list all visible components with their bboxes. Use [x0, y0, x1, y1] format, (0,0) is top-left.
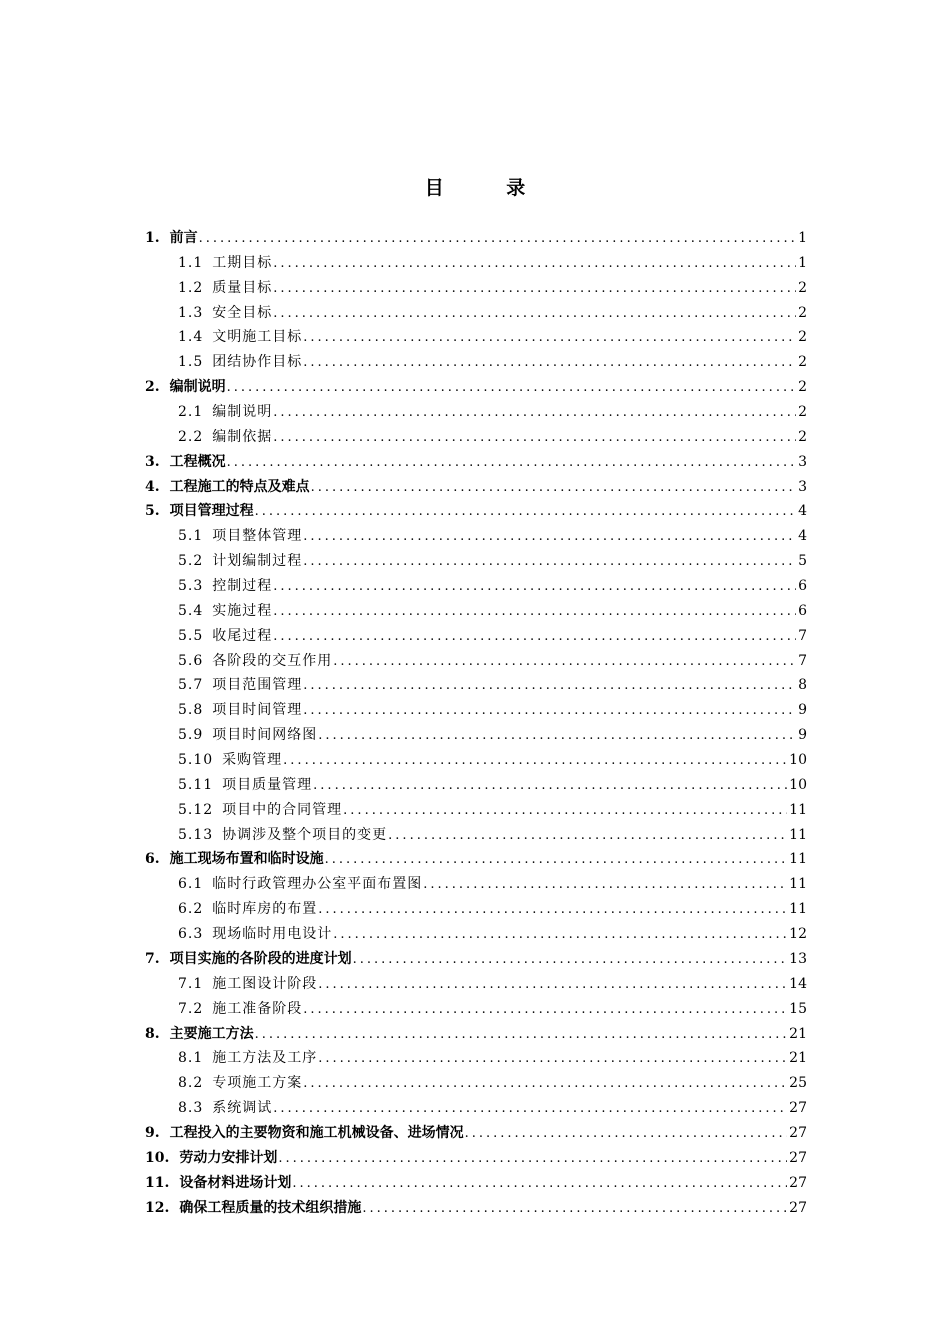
toc-entry-number: 8. — [145, 1025, 160, 1042]
toc-entry-section[interactable] — [145, 997, 807, 1022]
toc-entry-number: 3. — [145, 453, 160, 470]
toc-entry-section[interactable] — [145, 400, 807, 425]
toc-dot-leader — [273, 1097, 787, 1121]
toc-entry-section[interactable] — [145, 301, 807, 326]
toc-entry-chapter[interactable] — [145, 475, 807, 500]
toc-entry-title: 施工图设计阶段 — [212, 975, 318, 992]
toc-entry-title: 设备材料进场计划 — [179, 1174, 292, 1191]
toc-entry-title: 项目整体管理 — [212, 528, 303, 545]
toc-entry-title: 文明施工目标 — [212, 329, 303, 346]
toc-entry-title: 劳动力安排计划 — [179, 1149, 278, 1166]
toc-dot-leader — [303, 326, 796, 350]
toc-entry-title: 各阶段的交互作用 — [212, 652, 333, 669]
toc-entry-title: 团结协作目标 — [212, 354, 303, 371]
toc-entry-page-number: 2 — [798, 379, 807, 396]
toc-entry-section[interactable] — [145, 251, 807, 276]
toc-dot-leader — [325, 848, 788, 872]
toc-entry-section[interactable] — [145, 574, 807, 599]
toc-entry-page-number: 2 — [798, 354, 807, 371]
toc-entry-title: 编制依据 — [212, 428, 273, 445]
toc-dot-leader — [273, 600, 796, 624]
toc-dot-leader — [465, 1122, 788, 1146]
toc-entry-number: 5. — [145, 503, 160, 520]
toc-entry-chapter[interactable] — [145, 375, 807, 400]
toc-entry-title: 施工方法及工序 — [212, 1050, 318, 1067]
toc-dot-leader — [423, 873, 787, 897]
toc-entry-number: 5.12 — [178, 801, 214, 818]
toc-entry-section[interactable] — [145, 425, 807, 450]
toc-entry-page-number: 15 — [789, 1000, 807, 1017]
toc-entry-section[interactable] — [145, 524, 807, 549]
toc-entry-page-number: 11 — [789, 851, 807, 868]
toc-entry-title: 项目中的合同管理 — [222, 801, 343, 818]
toc-entry-number: 6. — [145, 851, 160, 868]
toc-dot-leader — [255, 1023, 788, 1047]
toc-dot-leader — [255, 500, 796, 524]
toc-entry-number: 5.13 — [178, 826, 214, 843]
toc-dot-leader — [388, 824, 787, 848]
toc-entry-title: 计划编制过程 — [212, 553, 303, 570]
toc-dot-leader — [303, 674, 796, 698]
toc-entry-number: 8.2 — [178, 1075, 204, 1092]
toc-entry-page-number: 2 — [798, 279, 807, 296]
toc-entry-number: 5.1 — [178, 528, 204, 545]
toc-entry-title: 临时库房的布置 — [212, 901, 318, 918]
toc-entry-section[interactable] — [145, 798, 807, 823]
toc-entry-number: 5.2 — [178, 553, 204, 570]
toc-entry-title: 确保工程质量的技术组织措施 — [179, 1199, 362, 1216]
toc-entry-section[interactable] — [145, 748, 807, 773]
toc-entry-section[interactable] — [145, 922, 807, 947]
toc-entry-title: 现场临时用电设计 — [212, 926, 333, 943]
table-of-contents — [145, 226, 807, 1220]
toc-entry-page-number: 2 — [798, 428, 807, 445]
toc-entry-number: 7.1 — [178, 975, 204, 992]
toc-entry-page-number: 11 — [789, 801, 807, 818]
toc-entry-page-number: 9 — [798, 702, 807, 719]
toc-entry-chapter[interactable] — [145, 1171, 807, 1196]
toc-entry-title: 安全目标 — [212, 304, 273, 321]
toc-dot-leader — [303, 550, 796, 574]
toc-entry-page-number: 9 — [798, 727, 807, 744]
toc-entry-number: 8.1 — [178, 1050, 204, 1067]
toc-entry-page-number: 27 — [789, 1149, 807, 1166]
toc-entry-number: 2.1 — [178, 404, 204, 421]
toc-entry-chapter[interactable] — [145, 1196, 807, 1221]
toc-entry-number: 2. — [145, 379, 160, 396]
toc-entry-title: 项目管理过程 — [169, 503, 254, 520]
toc-entry-number: 5.11 — [178, 776, 214, 793]
toc-entry-page-number: 3 — [798, 453, 807, 470]
toc-dot-leader — [318, 1047, 787, 1071]
toc-entry-number: 6.3 — [178, 926, 204, 943]
toc-entry-title: 控制过程 — [212, 578, 273, 595]
toc-entry-page-number: 10 — [789, 752, 807, 769]
toc-entry-page-number: 14 — [789, 975, 807, 992]
toc-entry-page-number: 7 — [798, 652, 807, 669]
toc-entry-chapter[interactable] — [145, 226, 807, 251]
toc-entry-number: 1.1 — [178, 254, 204, 271]
toc-entry-title: 项目实施的各阶段的进度计划 — [169, 950, 352, 967]
toc-entry-number: 5.7 — [178, 677, 204, 694]
toc-dot-leader — [303, 1072, 787, 1096]
toc-entry-page-number: 1 — [798, 230, 807, 246]
toc-entry-number: 11. — [145, 1174, 170, 1191]
toc-dot-leader — [292, 1172, 787, 1196]
toc-entry-page-number: 4 — [798, 528, 807, 545]
toc-entry-section[interactable] — [145, 1096, 807, 1121]
toc-entry-section[interactable] — [145, 549, 807, 574]
toc-entry-title: 项目质量管理 — [222, 776, 313, 793]
toc-dot-leader — [311, 476, 796, 500]
toc-entry-section[interactable] — [145, 350, 807, 375]
toc-entry-chapter[interactable] — [145, 450, 807, 475]
toc-entry-number: 6.2 — [178, 901, 204, 918]
toc-entry-chapter[interactable] — [145, 847, 807, 872]
toc-entry-page-number: 21 — [789, 1025, 807, 1042]
toc-dot-leader — [273, 575, 796, 599]
toc-entry-page-number: 7 — [798, 627, 807, 644]
toc-entry-section[interactable] — [145, 897, 807, 922]
toc-entry-number: 5.5 — [178, 627, 204, 644]
toc-entry-number: 5.4 — [178, 602, 204, 619]
toc-dot-leader — [273, 401, 796, 425]
toc-entry-section[interactable] — [145, 823, 807, 848]
toc-entry-title: 收尾过程 — [212, 627, 273, 644]
toc-dot-leader — [273, 426, 796, 450]
toc-entry-number: 7.2 — [178, 1000, 204, 1017]
toc-dot-leader — [318, 724, 796, 748]
toc-entry-title: 项目时间管理 — [212, 702, 303, 719]
toc-entry-section[interactable] — [145, 649, 807, 674]
toc-entry-page-number: 2 — [798, 329, 807, 346]
toc-entry-section[interactable] — [145, 872, 807, 897]
toc-entry-title: 施工现场布置和临时设施 — [169, 851, 324, 868]
toc-entry-page-number: 10 — [789, 776, 807, 793]
toc-entry-title: 主要施工方法 — [169, 1025, 254, 1042]
toc-entry-chapter[interactable] — [145, 499, 807, 524]
toc-entry-page-number: 13 — [789, 950, 807, 967]
toc-entry-title: 项目范围管理 — [212, 677, 303, 694]
toc-entry-title: 编制说明 — [169, 379, 226, 396]
toc-entry-number: 5.8 — [178, 702, 204, 719]
toc-entry-page-number: 2 — [798, 404, 807, 421]
toc-dot-leader — [303, 525, 796, 549]
toc-entry-chapter[interactable] — [145, 1121, 807, 1146]
toc-entry-section[interactable] — [145, 1046, 807, 1071]
toc-dot-leader — [303, 699, 796, 723]
toc-entry-number: 1.3 — [178, 304, 204, 321]
toc-entry-number: 5.6 — [178, 652, 204, 669]
toc-entry-title: 采购管理 — [222, 752, 283, 769]
toc-entry-number: 6.1 — [178, 876, 204, 893]
toc-entry-section[interactable] — [145, 773, 807, 798]
toc-dot-leader — [303, 998, 787, 1022]
toc-entry-page-number: 27 — [789, 1199, 807, 1216]
toc-entry-page-number: 5 — [798, 553, 807, 570]
toc-entry-number: 12. — [145, 1199, 170, 1216]
toc-entry-page-number: 11 — [789, 826, 807, 843]
toc-entry-page-number: 25 — [789, 1075, 807, 1092]
toc-entry-section[interactable] — [145, 1071, 807, 1096]
toc-entry-number: 5.10 — [178, 752, 214, 769]
toc-dot-leader — [333, 650, 796, 674]
toc-entry-section[interactable] — [145, 698, 807, 723]
toc-entry-number: 9. — [145, 1124, 160, 1141]
toc-entry-page-number: 6 — [798, 578, 807, 595]
toc-entry-title: 协调涉及整个项目的变更 — [222, 826, 388, 843]
toc-entry-number: 5.9 — [178, 727, 204, 744]
toc-entry-section[interactable] — [145, 276, 807, 301]
toc-entry-title: 工程施工的特点及难点 — [169, 478, 310, 495]
toc-entry-number: 1.4 — [178, 329, 204, 346]
toc-entry-page-number: 12 — [789, 926, 807, 943]
toc-entry-chapter[interactable] — [145, 1146, 807, 1171]
toc-dot-leader — [273, 277, 796, 301]
toc-entry-section[interactable] — [145, 599, 807, 624]
toc-entry-title: 施工准备阶段 — [212, 1000, 303, 1017]
toc-dot-leader — [283, 749, 787, 773]
toc-entry-section[interactable] — [145, 325, 807, 350]
toc-dot-leader — [313, 774, 787, 798]
toc-entry-page-number: 3 — [798, 478, 807, 495]
toc-entry-number: 1.5 — [178, 354, 204, 371]
toc-dot-leader — [273, 625, 796, 649]
toc-entry-title: 工期目标 — [212, 254, 273, 271]
toc-entry-page-number: 27 — [789, 1174, 807, 1191]
toc-dot-leader — [273, 252, 796, 276]
toc-entry-page-number: 11 — [789, 876, 807, 893]
toc-entry-title: 工程投入的主要物资和施工机械设备、进场情况 — [169, 1124, 464, 1141]
toc-dot-leader — [353, 948, 788, 972]
toc-dot-leader — [318, 973, 787, 997]
toc-entry-number: 8.3 — [178, 1100, 204, 1117]
toc-entry-page-number: 27 — [789, 1100, 807, 1117]
toc-entry-title: 项目时间网络图 — [212, 727, 318, 744]
toc-dot-leader — [227, 451, 796, 475]
toc-entry-title: 系统调试 — [212, 1100, 273, 1117]
toc-entry-chapter[interactable] — [145, 1022, 807, 1047]
toc-entry-number: 7. — [145, 950, 160, 967]
toc-dot-leader — [343, 799, 787, 823]
toc-entry-section[interactable] — [145, 972, 807, 997]
toc-entry-number: 1.2 — [178, 279, 204, 296]
toc-title: 目 录 — [424, 177, 554, 199]
toc-entry-title: 质量目标 — [212, 279, 273, 296]
toc-dot-leader — [362, 1197, 787, 1221]
toc-entry-page-number: 2 — [798, 304, 807, 321]
toc-dot-leader — [199, 227, 796, 251]
toc-entry-title: 前言 — [169, 230, 198, 246]
toc-entry-page-number: 8 — [798, 677, 807, 694]
toc-dot-leader — [318, 898, 787, 922]
toc-entry-page-number: 11 — [789, 901, 807, 918]
toc-entry-title: 编制说明 — [212, 404, 273, 421]
toc-entry-chapter[interactable] — [145, 947, 807, 972]
toc-dot-leader — [333, 923, 787, 947]
toc-dot-leader — [303, 351, 796, 375]
toc-entry-title: 工程概况 — [169, 453, 226, 470]
toc-entry-page-number: 4 — [798, 503, 807, 520]
toc-entry-title: 临时行政管理办公室平面布置图 — [212, 876, 423, 893]
toc-entry-section[interactable] — [145, 723, 807, 748]
toc-entry-title: 专项施工方案 — [212, 1075, 303, 1092]
toc-dot-leader — [227, 376, 796, 400]
toc-entry-page-number: 21 — [789, 1050, 807, 1067]
toc-entry-number: 1. — [145, 230, 160, 246]
toc-entry-page-number: 6 — [798, 602, 807, 619]
toc-entry-page-number: 27 — [789, 1124, 807, 1141]
toc-entry-number: 2.2 — [178, 428, 204, 445]
toc-entry-section[interactable] — [145, 624, 807, 649]
toc-entry-section[interactable] — [145, 673, 807, 698]
toc-entry-number: 5.3 — [178, 578, 204, 595]
toc-dot-leader — [273, 302, 796, 326]
toc-dot-leader — [278, 1147, 787, 1171]
toc-entry-page-number: 1 — [798, 254, 807, 271]
toc-entry-number: 4. — [145, 478, 160, 495]
toc-entry-number: 10. — [145, 1149, 170, 1166]
toc-entry-title: 实施过程 — [212, 602, 273, 619]
